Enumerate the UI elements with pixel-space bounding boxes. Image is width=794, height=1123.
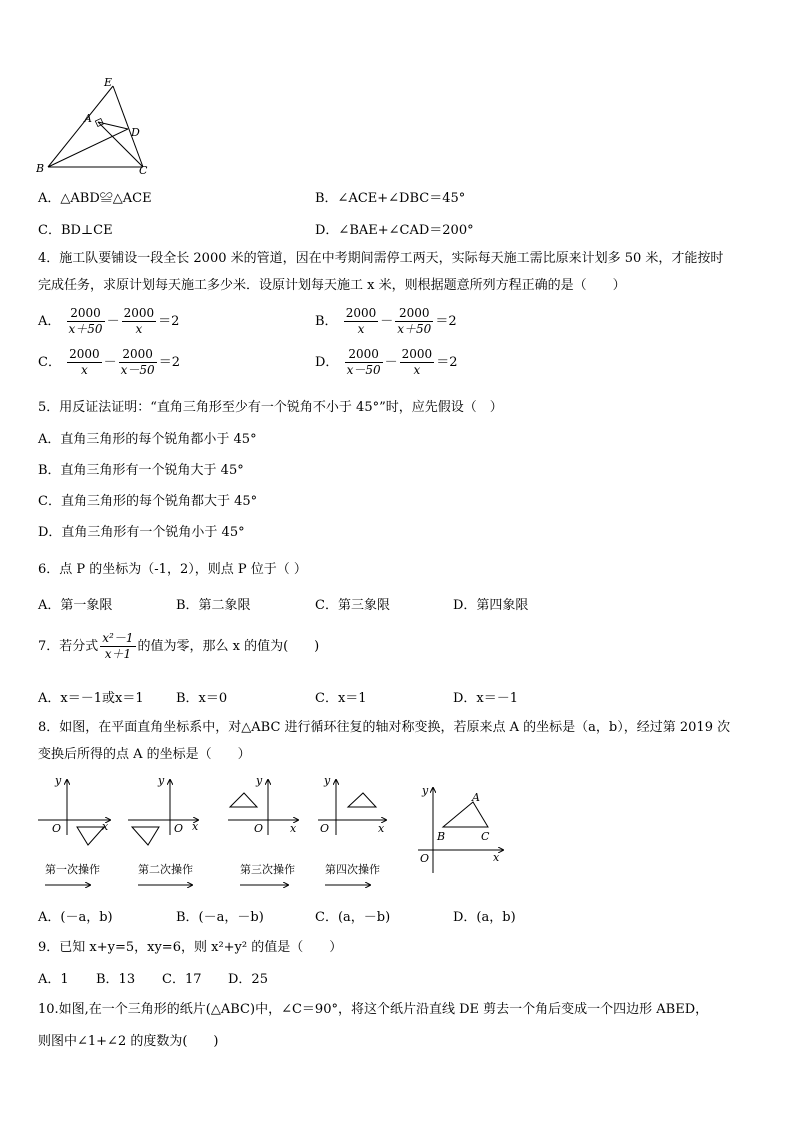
q7-option-d: D．x＝－1 [453, 691, 519, 706]
q8-p4-y: y [324, 774, 331, 787]
q8-p5-y: y [422, 784, 429, 797]
q8-p3-x: x [290, 822, 297, 835]
q6-option-c: C．第三象限 [315, 598, 390, 613]
q9-stem: 9．已知 x+y=5，xy=6，则 x²+y² 的值是（ ） [38, 940, 343, 955]
q3-label-c: C [139, 164, 148, 176]
q3-option-d: D．∠BAE+∠CAD＝200° [315, 223, 474, 238]
q8-p1-o: O [52, 822, 62, 835]
q8-option-b: B．(－a，－b) [176, 910, 264, 925]
q9-option-d: D．25 [228, 972, 268, 987]
q10-line1: 10.如图,在一个三角形的纸片(△ABC)中，∠C＝90°，将这个纸片沿直线 DE 剪去一个角后变成一个四边形 ABED， [38, 1002, 709, 1017]
q5-option-d: D．直角三角形有一个锐角小于 45° [38, 525, 245, 540]
q9-option-b: B．13 [96, 972, 136, 987]
q8-p5-x: x [493, 851, 500, 864]
q3-option-a: A．△ABD≌△ACE [38, 191, 152, 206]
q3-figure [36, 76, 156, 176]
q6-option-a: A．第一象限 [38, 598, 113, 613]
q7-option-a: A．x＝－1或x＝1 [38, 691, 144, 706]
q8-p2-o: O [174, 822, 184, 835]
q4-line1: 4．施工队要铺设一段全长 2000 米的管道，因在中考期间需停工两天，实际每天施工需比原来计划多 50 米，才能按时 [38, 251, 724, 266]
q8-op-2: 第二次操作 [138, 863, 193, 876]
q8-p3-y: y [256, 774, 263, 787]
q3-label-a: A [84, 112, 92, 125]
q8-p3-o: O [254, 822, 264, 835]
q3-label-e: E [104, 76, 113, 89]
q8-p5-o: O [420, 852, 430, 865]
q9-option-a: A．1 [38, 972, 69, 987]
q8-label-b: B [437, 830, 446, 843]
q3-option-b: B．∠ACE+∠DBC＝45° [315, 191, 466, 206]
q3-label-d: D [131, 126, 140, 139]
q8-p1-y: y [55, 774, 62, 787]
q8-line1: 8．如图，在平面直角坐标系中，对△ABC 进行循环往复的轴对称变换，若原来点 A 的坐标是（a，b），经过第 2019 次 [38, 720, 731, 735]
q4-line2: 完成任务，求原计划每天施工多少米．设原计划每天施工 x 米，则根据题意所列方程正确的是（ ） [38, 278, 626, 293]
q3-option-c: C．BD⊥CE [38, 223, 113, 238]
q6-option-d: D．第四象限 [453, 598, 529, 613]
q5-option-b: B．直角三角形有一个锐角大于 45° [38, 463, 244, 478]
q8-line2: 变换后所得的点 A 的坐标是（ ） [38, 747, 251, 762]
q8-op-4: 第四次操作 [325, 863, 380, 876]
q8-option-c: C．(a，－b) [315, 910, 391, 925]
q10-line2: 则图中∠1+∠2 的度数为( ) [38, 1034, 219, 1049]
q4-option-b: B． $\frac{2000}{x}$ － $\frac{2000}{x+50}$ ＝2 [315, 306, 457, 336]
q4-stem [38, 245, 768, 299]
q4-option-d: D． $\frac{2000}{x-50}$ － $\frac{2000}{x}$ ＝2 [315, 347, 458, 377]
q5-option-a: A．直角三角形的每个锐角都小于 45° [38, 432, 257, 447]
q8-p4-x: x [378, 822, 385, 835]
q8-label-a: A [472, 791, 480, 804]
q7-option-b: B．x＝0 [176, 691, 228, 706]
q8-p2-y: y [158, 774, 165, 787]
q8-stem [38, 714, 768, 768]
q8-op-3: 第三次操作 [240, 863, 295, 876]
q10-stem [38, 994, 768, 1058]
q8-p4-o: O [320, 822, 330, 835]
q8-p2-x: x [192, 820, 199, 833]
q8-p1-x: x [102, 820, 109, 833]
q8-op-1: 第一次操作 [45, 863, 100, 876]
q6-option-b: B．第二象限 [176, 598, 251, 613]
q7-option-c: C．x＝1 [315, 691, 367, 706]
q8-option-d: D．(a，b) [453, 910, 516, 925]
q8-figure [30, 770, 520, 895]
q5-option-c: C．直角三角形的每个锐角都大于 45° [38, 494, 258, 509]
q9-option-c: C．17 [162, 972, 202, 987]
q7-stem: 7．若分式 $\frac{\text{x²－1}}{x+1}$ 的值为零，那么 x 的值为( ) [38, 631, 320, 661]
q8-label-c: C [481, 830, 490, 843]
q8-option-a: A．(－a，b) [38, 910, 113, 925]
q6-stem: 6．点 P 的坐标为（-1，2），则点 P 位于（ ） [38, 562, 307, 577]
q3-label-b: B [36, 162, 45, 175]
q4-option-c: C． $\frac{2000}{x}$ － $\frac{2000}{x-50}$ ＝2 [38, 347, 180, 377]
q5-stem: 5．用反证法证明：“直角三角形至少有一个锐角不小于 45°”时，应先假设（ ） [38, 400, 503, 415]
q4-option-a: A． $\frac{2000}{x+50}$ － $\frac{2000}{x}$ ＝2 [38, 306, 180, 336]
